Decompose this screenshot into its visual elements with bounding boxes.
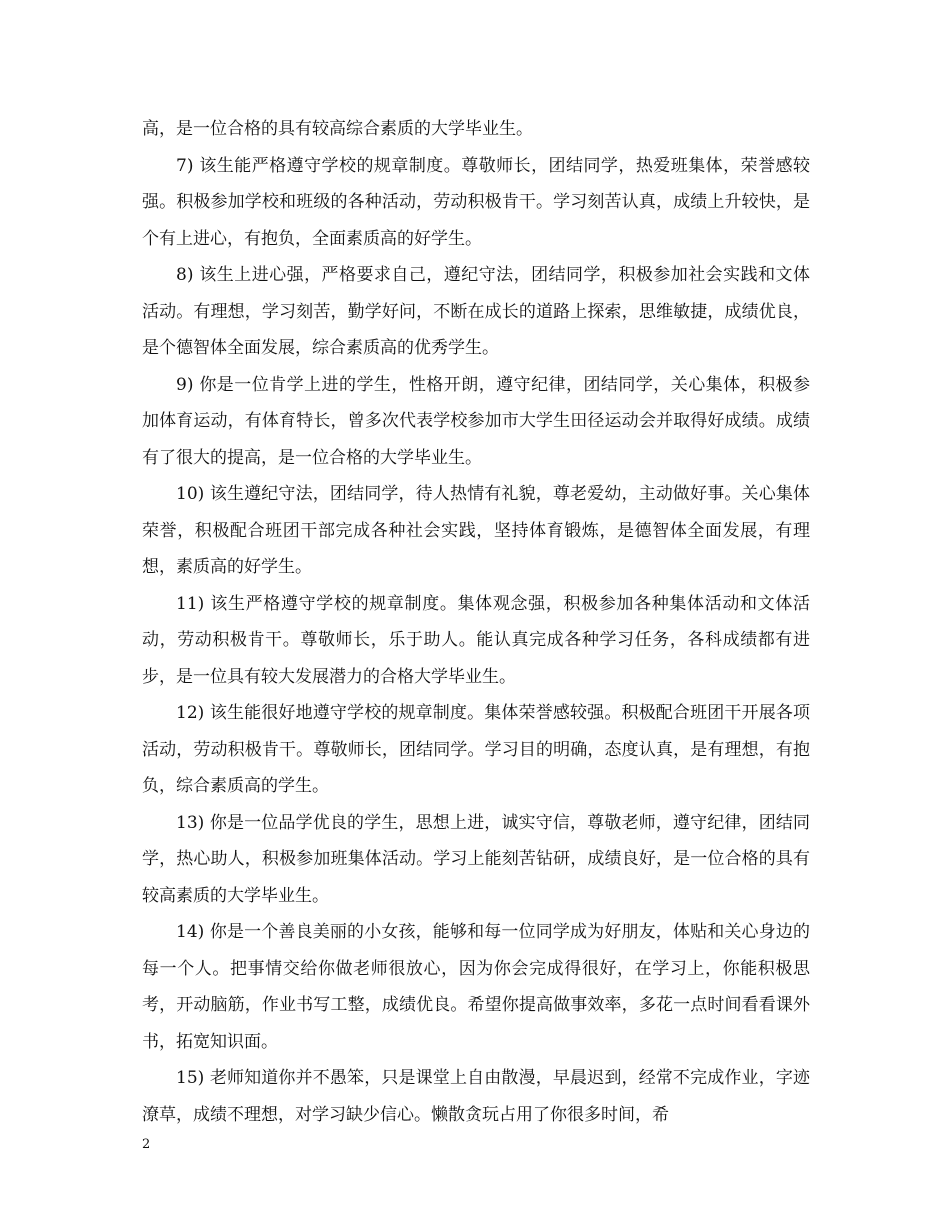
paragraph-item-13: 13) 你是一位品学优良的学生，思想上进，诚实守信，尊敬老师，遵守纪律，团结同学，热心助人，积极参加班集体活动。学习上能刻苦钻研，成绩良好，是一位合格的具有较高素质的大学毕业生。 [142,812,810,906]
document-body [142,111,810,1133]
paragraph-item-8: 8) 该生上进心强，严格要求自己，遵纪守法，团结同学，积极参加社会实践和文体活动。有理想，学习刻苦，勤学好问，不断在成长的道路上探索，思维敏捷，成绩优良，是个德智体全面发展，综合素质高的优秀学生。 [142,265,810,358]
paragraph-item-10: 10) 该生遵纪守法，团结同学，待人热情有礼貌，尊老爱幼，主动做好事。关心集体荣誉，积极配合班团干部完成各种社会实践，坚持体育锻炼，是德智体全面发展，有理想，素质高的好学生。 [142,484,810,577]
paragraph-item-15: 15) 老师知道你并不愚笨，只是课堂上自由散漫，早晨迟到，经常不完成作业，字迹潦草，成绩不理想，对学习缺少信心。懒散贪玩占用了你很多时间，希 [142,1068,810,1125]
paragraph-item-11: 11) 该生严格遵守学校的规章制度。集体观念强，积极参加各种集体活动和文体活动，劳动积极肯干。尊敬师长，乐于助人。能认真完成各种学习任务，各科成绩都有进步，是一位具有较大发展潜力的合格大学毕业生。 [142,593,810,687]
paragraph-item-9: 9) 你是一位肯学上进的学生，性格开朗，遵守纪律，团结同学，关心集体，积极参加体育运动，有体育特长，曾多次代表学校参加市大学生田径运动会并取得好成绩。成绩有了很大的提高，是一位合格的大学毕业生。 [142,374,810,468]
paragraph-item-7: 7) 该生能严格遵守学校的规章制度。尊敬师长，团结同学，热爱班集体，荣誉感较强。积极参加学校和班级的各种活动，劳动积极肯干。学习刻苦认真，成绩上升较快，是个有上进心，有抱负，全面素质高的好学生。 [142,155,810,249]
paragraph-continued: 高，是一位合格的具有较高综合素质的大学毕业生。 [142,119,533,139]
paragraph-item-14: 14) 你是一个善良美丽的小女孩，能够和每一位同学成为好朋友，体贴和关心身边的每一个人。把事情交给你做老师很放心，因为你会完成得很好，在学习上，你能积极思考，开动脑筋，作业书写工整，成绩优良。希望你提高做事效率，多花一点时间看看课外书，拓宽知识面。 [142,922,810,1052]
paragraph-item-12: 12) 该生能很好地遵守学校的规章制度。集体荣誉感较强。积极配合班团干开展各项活动，劳动积极肯干。尊敬师长，团结同学。学习目的明确，态度认真，是有理想，有抱负，综合素质高的学生。 [142,703,810,796]
page-number: 2 [142,1137,151,1152]
